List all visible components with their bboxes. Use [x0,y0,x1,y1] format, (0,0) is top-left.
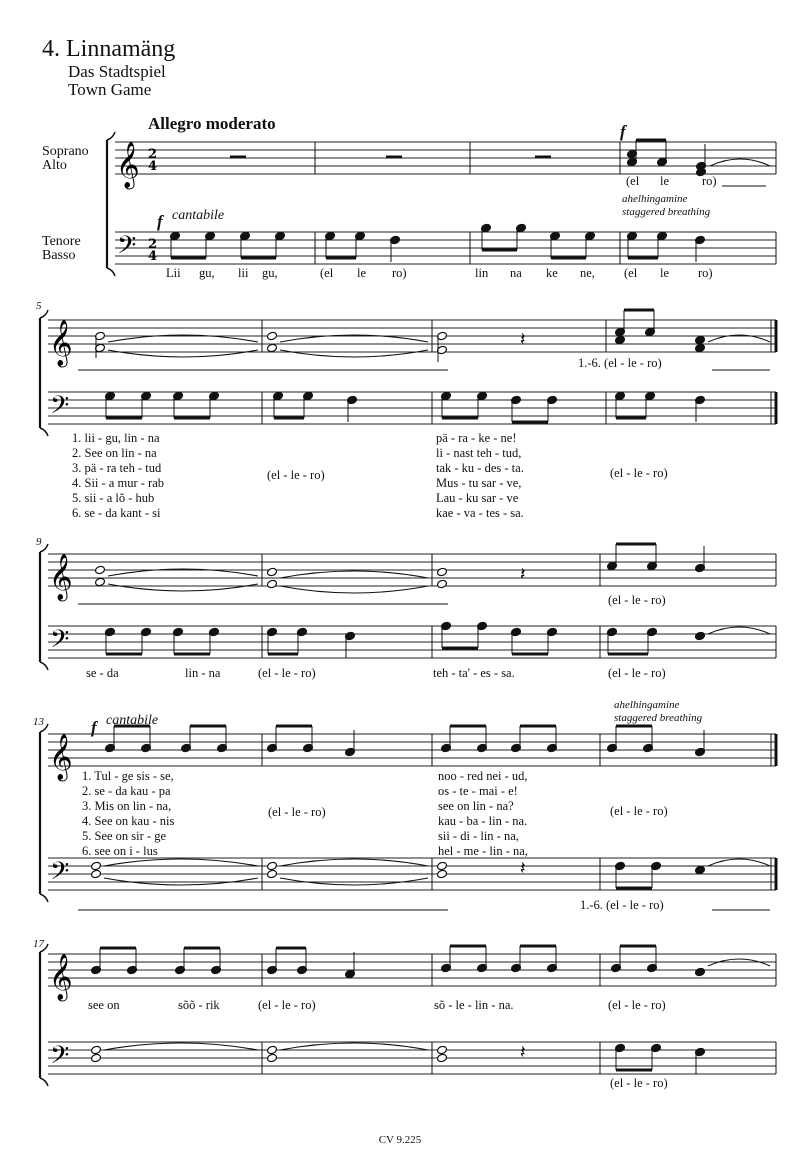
bracket-hook [40,944,48,952]
notehead [267,861,278,871]
lyric-syllable: na [510,266,522,280]
subtitle-german: Das Stadtspiel [68,62,166,81]
lyric-syllable: sõõ - rik [178,998,220,1012]
verse-line: hel - me - lin - na, [438,844,528,858]
notehead [267,331,278,341]
lyric-syllable: gu, [262,266,278,280]
quarter-rest: 𝄽 [520,329,526,350]
quarter-rest: 𝄽 [520,564,526,585]
lyric-syllable: ro) [702,174,717,188]
tie-slur [108,350,258,357]
lyric-line: (el - le - ro) [608,593,666,607]
tie-slur [104,1043,258,1050]
notehead [267,579,278,589]
notehead [91,1045,102,1055]
lyric-syllable: ro) [698,266,713,280]
time-signature: 4 [148,159,158,174]
notehead [267,1053,278,1063]
notehead [95,577,106,587]
dynamic-forte: f [91,718,97,737]
measure-number: 13 [33,716,44,728]
verse-line: 4. Sii - a mur - rab [72,476,164,490]
verse-line: 5. See on sir - ge [82,829,167,843]
verse-line: pä - ra - ke - ne! [436,431,517,445]
bass-clef-icon: 𝄢 [50,1041,70,1076]
subtitle-english: Town Game [68,80,152,99]
notehead [695,343,706,353]
verse-line: tak - ku - des - ta. [436,461,524,475]
notehead [91,869,102,879]
expression-cantabile: cantabile [106,713,159,728]
tie-slur [280,1043,428,1050]
verse-line: Lau - ku sar - ve [436,491,519,505]
lyric-syllable: (el [626,174,640,188]
notehead [437,861,448,871]
tie-slur [104,859,258,866]
notehead [437,1053,448,1063]
treble-clef-icon: 𝄞 [49,954,73,1000]
catalog-number: CV 9.225 [378,1134,422,1146]
verse-line: 1. Tul - ge sis - se, [82,769,174,783]
notehead [437,1045,448,1055]
part-soprano: Soprano [42,144,89,159]
verse-line: noo - red nei - ud, [438,769,528,783]
expression-cantabile: cantabile [172,208,225,223]
performance-note-line1: ahelhingamine [614,699,680,711]
notehead [437,579,448,589]
lyric-syllable: gu, [199,266,215,280]
quarter-rest: 𝄽 [520,858,526,879]
performance-note-line2: staggered breathing [622,206,711,218]
lyric-syllable: teh - ta' - es - sa. [433,666,515,680]
verse-line: Mus - tu sar - ve, [436,476,522,490]
lyric-syllable: (el [320,266,334,280]
verse-line: 2. se - da kau - pa [82,784,171,798]
time-signature: 2 [148,237,158,252]
lyric-line: 1.-6. (el - le - ro) [578,356,662,370]
measure-number: 5 [36,300,42,312]
lyric-syllable: ro) [392,266,407,280]
lyric-syllable: (el - le - ro) [608,998,666,1012]
notehead [95,565,106,575]
verse-line: 3. pä - ra teh - tud [72,461,162,475]
notehead [91,1053,102,1063]
notehead [615,335,626,345]
tempo-marking: Allegro moderato [148,114,276,133]
lyric-syllable: ke [546,266,558,280]
lyric-syllable: (el [624,266,638,280]
verse-line: 2. See on lin - na [72,446,157,460]
verse-line: 3. Mis on lin - na, [82,799,172,813]
notehead [437,567,448,577]
part-alto: Alto [42,158,67,173]
lyric-syllable: lii [238,266,249,280]
lyric-syllable: sõ - le - lin - na. [434,998,514,1012]
verse-line: li - nast teh - tud, [436,446,522,460]
tie-slur [710,159,770,166]
verse-line: see on lin - na? [438,799,514,813]
quarter-rest: 𝄽 [520,1042,526,1063]
lyric-syllable: ne, [580,266,595,280]
piece-title: 4. Linnamäng [42,36,176,62]
bracket-hook [40,894,48,902]
bracket-hook [40,428,48,436]
verse-line: 1. lii - gu, lin - na [72,431,160,445]
treble-clef-icon: 𝄞 [49,320,73,366]
bracket-hook [107,132,115,140]
lyric-syllable: (el - le - ro) [608,666,666,680]
verse-line: 6. se - da kant - si [72,506,161,520]
time-signature: 4 [148,249,158,264]
lyric-syllable: le [660,174,670,188]
verse-line: 6. see on i - lus [82,844,158,858]
bracket-hook [40,724,48,732]
tie-slur [280,571,428,578]
tie-slur [280,586,428,593]
tie-slur [108,584,258,591]
lyric-syllable: lin - na [185,666,221,680]
lyric-line: 1.-6. (el - le - ro) [580,898,664,912]
notehead [91,861,102,871]
measure-number: 9 [36,536,42,548]
verse-line: kau - ba - lin - na. [438,814,528,828]
refrain-text: (el - le - ro) [610,466,668,480]
bracket-hook [40,662,48,670]
notehead [695,865,706,875]
lyric-syllable: (el - le - ro) [258,998,316,1012]
verse-line: os - te - mai - e! [438,784,518,798]
notehead [267,343,278,353]
lyric-line: (el - le - ro) [610,1076,668,1090]
treble-clef-icon: 𝄞 [49,554,73,600]
treble-clef-icon: 𝄞 [116,142,140,188]
bracket-hook [40,310,48,318]
bracket-hook [40,544,48,552]
bass-clef-icon: 𝄢 [50,857,70,892]
bracket-hook [107,268,115,276]
tie-slur [708,859,770,866]
verse-line: kae - va - tes - sa. [436,506,524,520]
bracket-hook [40,1078,48,1086]
verse-line: 4. See on kau - nis [82,814,175,828]
measure-number: 17 [33,938,44,950]
treble-clef-icon: 𝄞 [49,734,73,780]
notehead [267,567,278,577]
bass-clef-icon: 𝄢 [117,231,137,266]
dynamic-forte: f [157,212,163,231]
refrain-text: (el - le - ro) [268,805,326,819]
performance-note-line1: ahelhingamine [622,193,688,205]
lyric-syllable: (el - le - ro) [258,666,316,680]
lyric-syllable: see on [88,998,120,1012]
performance-note-line2: staggered breathing [614,712,703,724]
lyric-syllable: Lii [166,266,181,280]
lyric-syllable: se - da [86,666,119,680]
tie-slur [280,350,428,357]
bass-clef-icon: 𝄢 [50,391,70,426]
verse-line: 5. sii - a lõ - hub [72,491,155,505]
part-basso: Basso [42,248,76,263]
bass-clef-icon: 𝄢 [50,625,70,660]
tie-slur [708,627,770,634]
notehead [695,335,706,345]
dynamic-forte: f [620,122,626,141]
notehead [695,631,706,641]
refrain-text: (el - le - ro) [610,804,668,818]
notehead [267,1045,278,1055]
notehead [695,967,706,977]
notehead [267,869,278,879]
notehead [437,869,448,879]
lyric-syllable: lin [475,266,489,280]
verse-line: sii - di - lin - na, [438,829,519,843]
refrain-text: (el - le - ro) [267,468,325,482]
time-signature: 2 [148,147,158,162]
lyric-syllable: le [660,266,670,280]
lyric-syllable: le [357,266,367,280]
tie-slur [280,859,428,866]
part-tenore: Tenore [42,234,81,249]
